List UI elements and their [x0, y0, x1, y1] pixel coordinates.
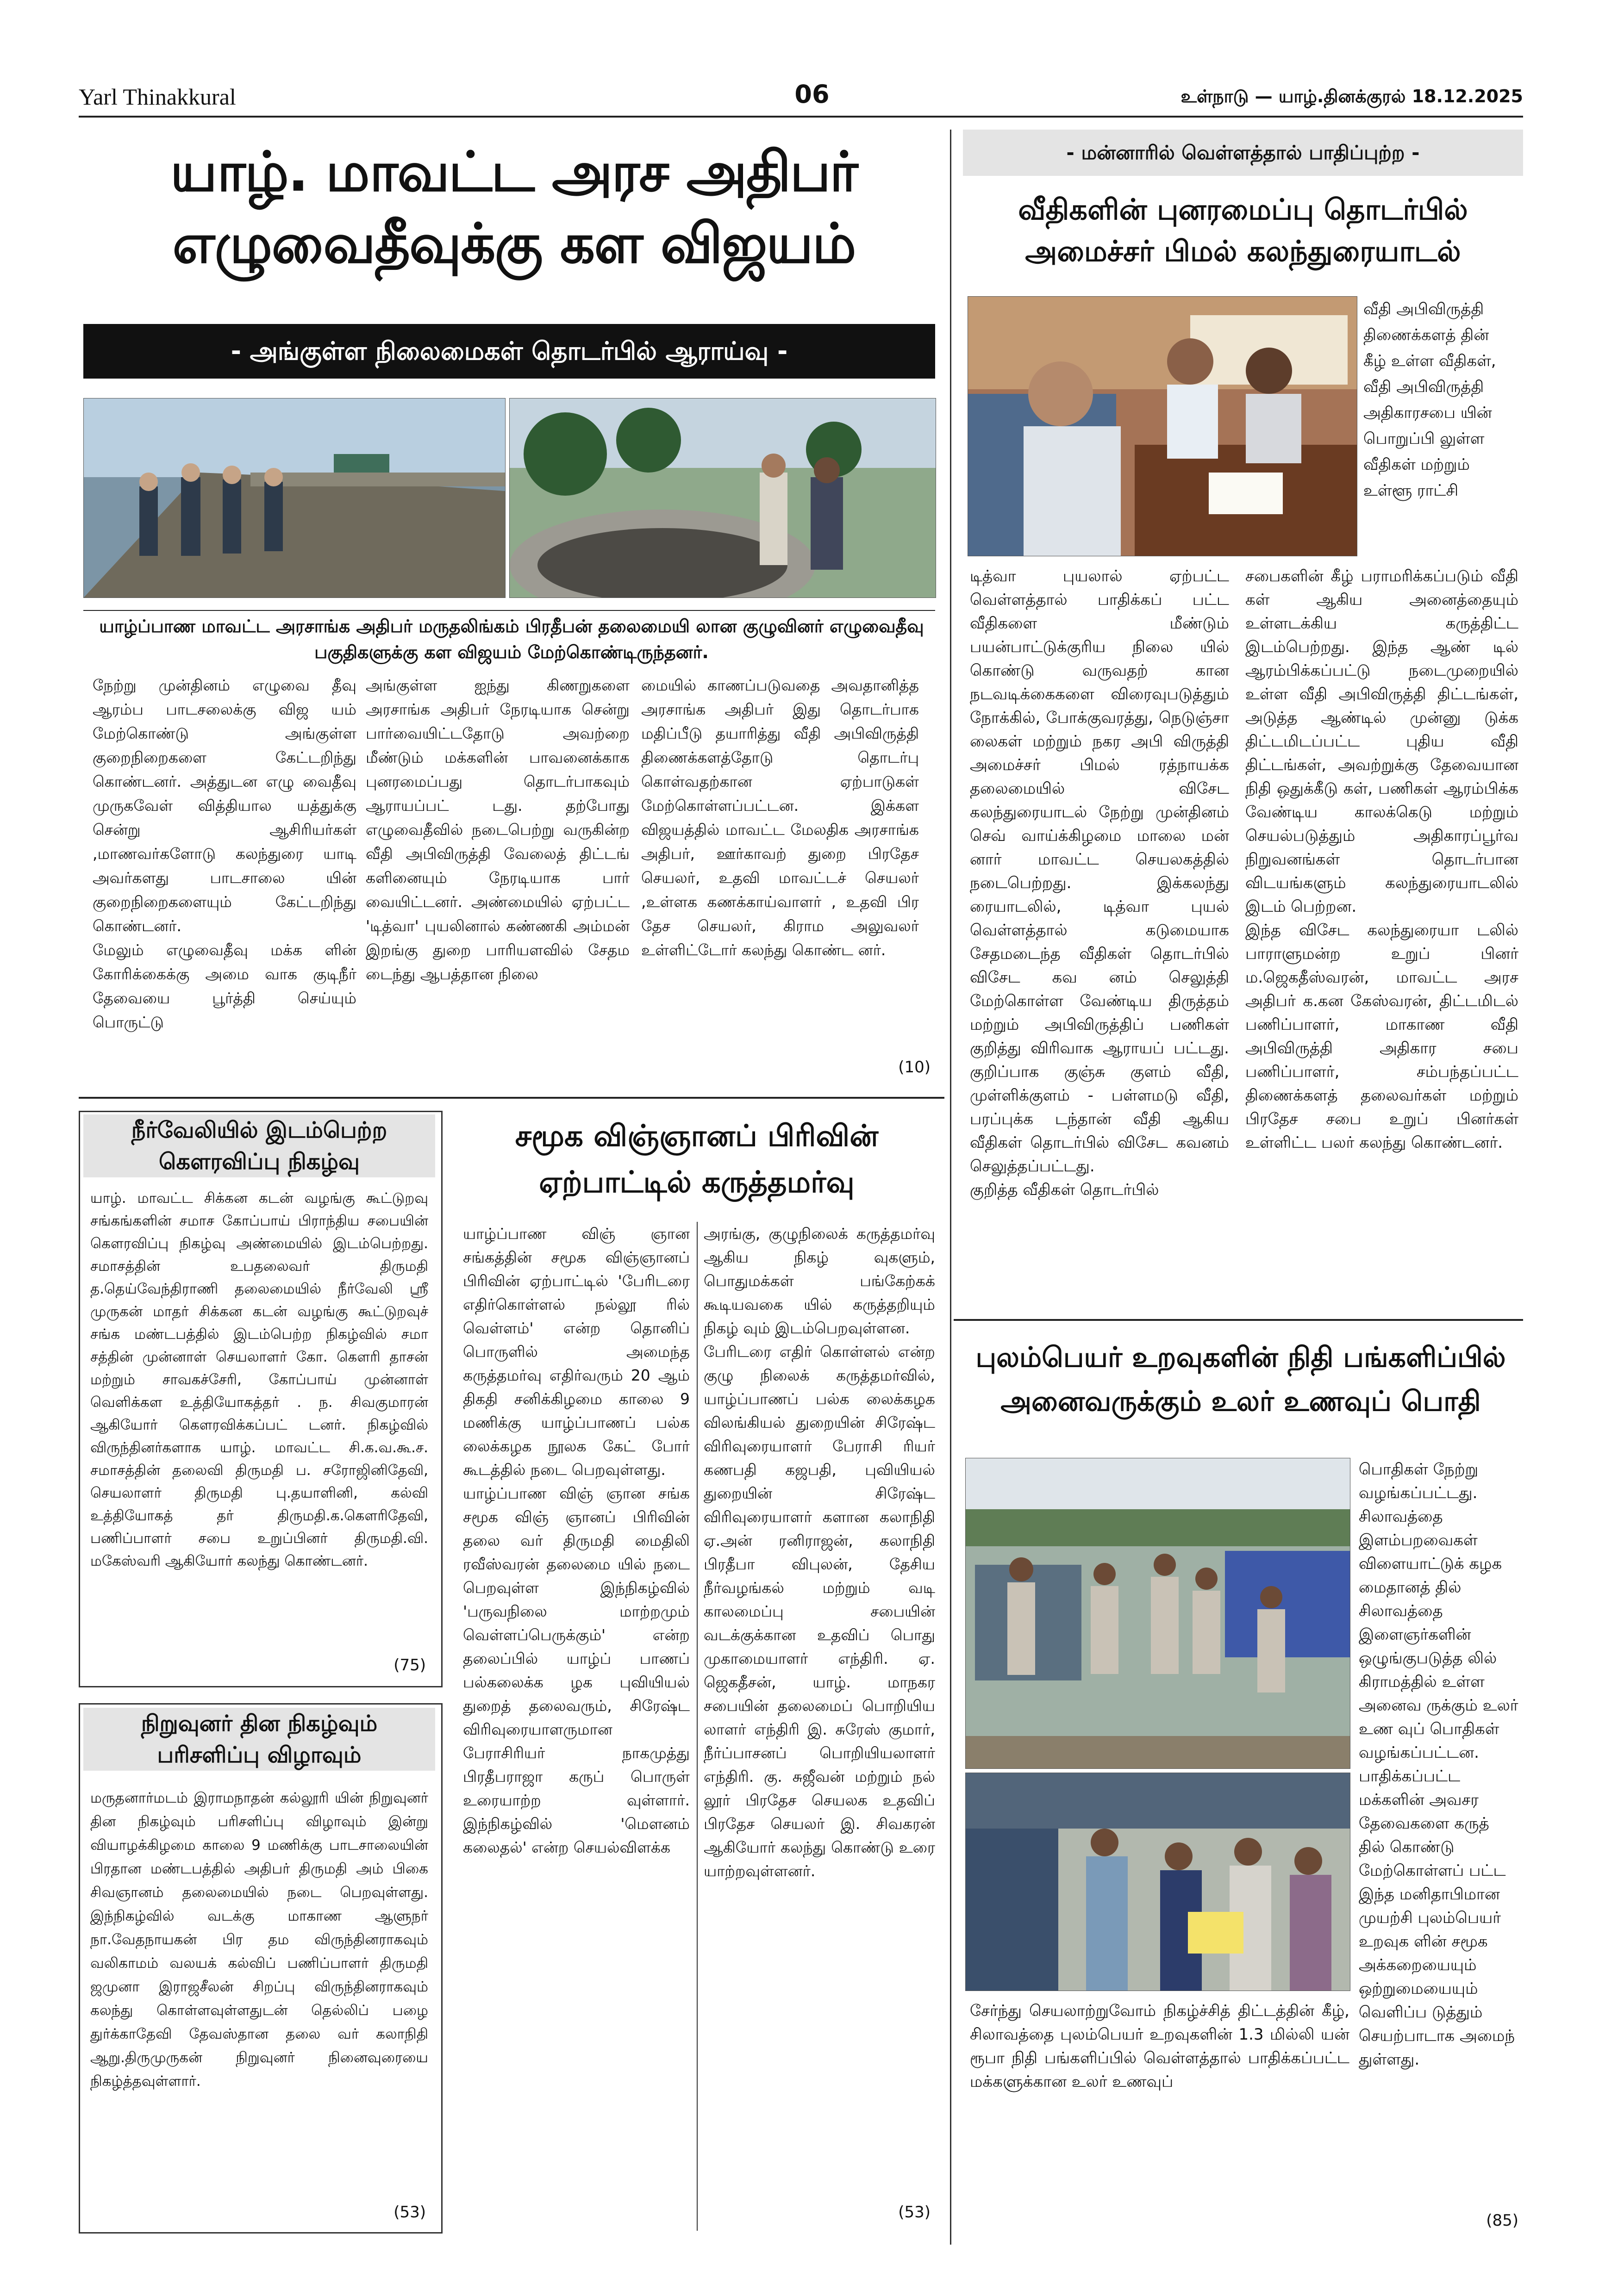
- lead-body-col2: அங்குள்ள ஐந்து கிணறுகளை அரசாங்க அதிபர் நேரடியாக சென்று பார்வையிட்டதோடு அவற்றை மீண்டும் மக்களின் பாவனைக்காக புனரமைப்பது தொடர்பாகவும் ஆராயப்பட் டது. தற்போது எழுவைதீவில் நடைபெற்று வருகின்ற வீதி அபிவிருத்தி வேலைத் திட்டங் களினையும் நேரடியாக பார் வையிட்டனர். அண்மையில் ஏற்பட்ட 'டித்வா' புயலினால் கண்ணகி அம்மன் இறங்கு துறை பாரியளவில் சேதம டைந்து ஆபத்தான நிலை: [366, 676, 630, 983]
- right-top-headline-line1: வீதிகளின் புனரமைப்பு தொடர்பில்: [1018, 193, 1468, 226]
- page-number: 06: [794, 80, 830, 109]
- middle-headline-line2: ஏற்பாட்டில் கருத்தமர்வு: [539, 1165, 855, 1200]
- right-top-strap: - மன்னாரில் வெள்ளத்தால் பாதிப்புற்ற -: [1066, 141, 1420, 164]
- box2-body: மருதனார்மடம் இராமநாதன் கல்லூரி யின் நிறுவுனர் தின நிகழ்வும் பரிசளிப்பு விழாவும் இன்று வியாழக்கிழமை காலை 9 மணிக்கு பாடசாலையின் பிரதான மண்டபத்தில் அதிபர் திருமதி அம் பிகை சிவஞானம் தலைமையில் நடை பெறவுள்ளது. இந்நிகழ்வில் வடக்கு மாகாண ஆளுநர் நா.வேதநாயகன் பிர தம விருந்தினராகவும் வலிகாமம் வலயக் கல்விப் பணிப்பாளர் திருமதி ஜமுனா இராஜசீலன் சிறப்பு விருந்தினராகவும் கலந்து கொள்ளவுள்ளதுடன் தெல்லிப் பழை துர்க்காதேவி தேவஸ்தான தலை வர் கலாநிதி ஆறு.திருமுருகன் நிறுவுனர் நினைவுரையை நிகழ்த்தவுள்ளார்.: [90, 1790, 428, 2090]
- bottom-right-headline-line1: புலம்பெயர் உறவுகளின் நிதி பங்களிப்பில்: [975, 1341, 1506, 1374]
- lead-caption-rule: [83, 610, 935, 611]
- middle-code: (53): [898, 2203, 931, 2221]
- lead-headline-line1: யாழ். மாவட்ட அரச அதிபர்: [170, 140, 857, 204]
- middle-body-col2: அரங்கு, குழுநிலைக் கருத்தமர்வு ஆகிய நிகழ் வுகளும், பொதுமக்கள் பங்கேற்கக் கூடியவகை யில் கருத்தறியும் நிகழ் வும் இடம்பெறவுள்ளன. பேரிடரை எதிர் கொள்ளல் என்ற குழு நிலைக் கருத்தமர்வில், யாழ்ப்பாணப் பல்க லைக்கழக விலங்கியல் துறையின் சிரேஷ்ட விரிவுரையாளர் பேராசி ரியர் கணபதி கஜபதி, புவியியல் துறையின் சிரேஷ்ட விரிவுரையாளர் களான கலாநிதி ஏ.அன் ரனிராஜன், கலாநிதி பிரதீபா விபுலன், தேசிய நீர்வழங்கல் மற்றும் வடி காலமைப்பு சபையின் வடக்குக்கான உதவிப் பொது முகாமையாளர் எந்திரி. ஏ. ஜெகதீசன், யாழ். மாநகர சபையின் தலைமைப் பொறியிய லாளர் எந்திரி இ. சுரேஸ் குமார், நீர்ப்பாசனப் பொறியியலாளர் எந்திரி. கு. சுஜீவன் மற்றும் நல் லூர் பிரதேச செயலக உதவிப் பிரதேச செயலர் இ. சிவகரன் ஆகியோர் கலந்து கொண்டு உரை யாற்றவுள்ளனர்.: [704, 1225, 935, 1880]
- middle-body-col1: யாழ்ப்பாண விஞ் ஞான சங்கத்தின் சமூக விஞ்ஞானப் பிரிவின் ஏற்பாட்டில் 'பேரிடரை எதிர்கொள்ளல் நல்லூ ரில் வெள்ளம்' என்ற தொனிப் பொருளில் அமைந்த கருத்தமர்வு எதிர்வரும் 20 ஆம் திகதி சனிக்கிழமை காலை 9 மணிக்கு யாழ்ப்பாணப் பல்க லைக்கழக நூலக கேட் போர் கூடத்தில் நடை பெறவுள்ளது. யாழ்ப்பாண விஞ் ஞான சங்க சமூக விஞ் ஞானப் பிரிவின் தலை வர் திருமதி மைதிலி ரவீஸ்வரன் தலைமை யில் நடை பெறவுள்ள இந்நிகழ்வில் 'பருவநிலை மாற்றமும் வெள்ளப்பெருக்கும்' என்ற தலைப்பில் யாழ்ப் பாணப் பல்கலைக்க ழக புவியியல் துறைத் தலைவரும், சிரேஷ்ட விரிவுரையாளருமான பேராசிரியர் நாகமுத்து பிரதீபராஜா கருப் பொருள் உரையாற்ற வுள்ளார். இந்நிகழ்வில் 'மௌனம் கலைதல்' என்ற செயல்விளக்க: [463, 1225, 690, 1856]
- paper-name: Yarl Thinakkural: [79, 84, 236, 110]
- header-rule: [79, 116, 1523, 118]
- bottom-right-code: (85): [1486, 2211, 1518, 2230]
- bottom-right-side-col: பொதிகள் நேற்று வழங்கப்பட்டது. சிலாவத்தை இளம்பறவைகள் விளையாட்டுக் கழக மைதானத் தில் சிலாவத்தை இளைஞர்களின் ஒழுங்குபடுத்த லில் கிராமத்தில் உள்ள அனைவ ருக்கும் உலர் உண வுப் பொதிகள் வழங்கப்பட்டன. பாதிக்கப்பட்ட மக்களின் அவசர தேவைகளை கருத் தில் கொண்டு மேற்கொள்ளப் பட்ட இந்த மனிதாபிமான முயற்சி புலம்பெயர் உறவுக ளின் சமூக அக்கறையையும் ஒற்றுமையையும் வெளிப்ப டுத்தும் செயற்பாடாக அமைந் துள்ளது.: [1359, 1460, 1518, 2069]
- bottom-right-body: சேர்ந்து செயலாற்றுவோம் நிகழ்ச்சித் திட்டத்தின் கீழ், சிலாவத்தை புலம்பெயர் உறவுகளின் 1.3 மில்லி யன் ரூபா நிதி பங்களிப்பில் வெள்ளத்தால் பாதிக்கப்பட்ட மக்களுக்கான உலர் உணவுப்: [970, 2002, 1349, 2091]
- right-top-body-col1: டித்வா புயலால் ஏற்பட்ட வெள்ளத்தால் பாதிக்கப் பட்ட வீதிகளை மீண்டும் பயன்பாட்டுக்குரிய நிலை யில் கொண்டு வருவதற் கான நடவடிக்கைகளை விரைவுபடுத்தும் நோக்கில், போக்குவரத்து, நெடுஞ்சா லைகள் மற்றும் நகர அபி விருத்தி அமைச்சர் பிமல் ரத்நாயக்க தலைமையில் விசேட கலந்துரையாடல் நேற்று முன்தினம் செவ் வாய்க்கிழமை மாலை மன் னார் மாவட்ட செயலகத்தில் நடைபெற்றது. இக்கலந்து ரையாடலில், டித்வா புயல் வெள்ளத்தால் கடுமையாக சேதமடைந்த வீதிகள் தொடர்பில் விசேட கவ னம் செலுத்தி மேற்கொள்ள வேண்டிய திருத்தம் மற்றும் அபிவிருத்திப் பணிகள் குறித்து விரிவாக ஆராயப் பட்டது. குறிப்பாக குஞ்சு குளம் வீதி, முள்ளிக்குளம் - பள்ளமடு வீதி, பரப்புக்க டந்தான் வீதி ஆகிய வீதிகள் தொடர்பில் விசேட கவனம் செலுத்தப்பட்டது. குறித்த வீதிகள் தொடர்பில்: [970, 567, 1229, 1199]
- right-top-headline-line2: அமைச்சர் பிமல் கலந்துரையாடல்: [1025, 234, 1461, 268]
- lead-body-col3: மையில் காணப்படுவதை அவதானித்த அரசாங்க அதிபர் இது தொடர்பாக மதிப்பீடு தயாரித்து வீதி அபிவிருத்தி திணைக்களத்தோடு தொடர்பு கொள்வதற்கான ஏற்பாடுகள் மேற்கொள்ளப்பட்டன. இக்கள விஜயத்தில் மாவட்ட மேலதிக அரசாங்க அதிபர், ஊர்காவற் துறை பிரதேச செயலர், உதவி மாவட்டச் செயலர் ,உள்ளக கணக்காய்வாளர் , உதவி பிர தேச செயலர், கிராம அலுவலர் உள்ளிட்டோர் கலந்து கொண்ட னர்.: [641, 676, 919, 959]
- right-top-photo-meeting: [968, 296, 1357, 556]
- box1-code: (75): [394, 1656, 426, 1674]
- box2-headline-line2: பரிசளிப்பு விழாவும்: [83, 1739, 435, 1771]
- column-divider: [950, 130, 951, 2245]
- lead-photo-caption: யாழ்ப்பாண மாவட்ட அரசாங்க அதிபர் மருதலிங்கம் பிரதீபன் தலைமையி லான குழுவினர் எழுவைதீவு பகுதிகளுக்கு கள விஜயம் மேற்கொண்டிருந்தனர்.: [99, 616, 924, 662]
- bottom-right-photo-distribution: [965, 1773, 1350, 1991]
- box2-headline-line1: நிறுவுனர் தின நிகழ்வும்: [83, 1708, 435, 1739]
- section-date: உள்நாடு — யாழ்.தினக்குரல் 18.12.2025: [1181, 86, 1523, 106]
- right-top-body-col2: சபைகளின் கீழ் பராமரிக்கப்படும் வீதி கள் ஆகிய அனைத்தையும் உள்ளடக்கிய கருத்திட்ட இடம்பெற்றது. இந்த ஆண் டில் ஆரம்பிக்கப்பட்டு நடைமுறையில் உள்ள வீதி அபிவிருத்தி திட்டங்கள், அடுத்த ஆண்டில் முன்னு டுக்க திட்டமிடப்பட்ட புதிய வீதி திட்டங்கள், அவற்றுக்கு தேவையான நிதி ஒதுக்கீடு கள், பணிகள் ஆரம்பிக்க வேண்டிய காலக்கெடு மற்றும் செயல்படுத்தும் அதிகாரப்பூர்வ நிறுவனங்கள் தொடர்பான விடயங்களும் கலந்துரையாடலில் இடம் பெற்றன. இந்த விசேட கலந்துரையா டலில் பாராளுமன்ற உறுப் பினர் ம.ஜெகதீஸ்வரன், மாவட்ட அரச அதிபர் க.கன கேஸ்வரன், திட்டமிடல் பணிப்பாளர், மாகாண வீதி அபிவிருத்தி அதிகார சபை பணிப்பாளர், சம்பந்தப்பட்ட திணைக்களத் தலைவர்கள் மற்றும் பிரதேச சபை உறுப் பினர்கள் உள்ளிட்ட பலர் கலந்து கொண்டனர்.: [1245, 567, 1518, 1152]
- lead-bottom-rule: [79, 1097, 944, 1099]
- lead-subheadline: - அங்குள்ள நிலைமைகள் தொடர்பில் ஆராய்வு -: [83, 324, 935, 379]
- box2-code: (53): [394, 2203, 426, 2221]
- right-top-side-col: வீதி அபிவிருத்தி திணைக்களத் தின் கீழ் உள்ள வீதிகள், வீதி அபிவிருத்தி அதிகாரசபை யின் பொறுப்பி லுள்ள வீதிகள் மற்றும் உள்ளூ ராட்சி: [1363, 300, 1496, 500]
- box1-body: யாழ். மாவட்ட சிக்கன கடன் வழங்கு கூட்டுறவு சங்கங்களின் சமாச கோப்பாய் பிராந்திய சபையின் கௌரவிப்பு நிகழ்வு அண்மையில் இடம்பெற்றது. சமாசத்தின் உபதலைவர் திருமதி த.தெய்வேந்திராணி தலைமையில் நீர்வேலி ஸ்ரீ முருகன் மாதர் சிக்கன கடன் வழங்கு கூட்டுறவுச் சங்க மண்டபத்தில் இடம்பெற்ற நிகழ்வில் சமா சத்தின் முன்னாள் செயலாளர் கோ. கௌரி தாசன் மற்றும் சாவகச்சேரி, கோப்பாய் முன்னாள் வெளிக்கள உத்தியோகத்தர் . ந. சிவகுமாரன் ஆகியோர் கௌரவிக்கப்பட் டனர். நிகழ்வில் விருந்தினர்களாக யாழ். மாவட்ட சி.க.வ.கூ.ச. சமாசத்தின் தலைவி திருமதி ப. சரோஜினிதேவி, செயலாளர் திருமதி பு.தயாளினி, கல்வி உத்தியோகத் தர் திருமதி.க.கௌரிதேவி, பணிப்பாளர் சபை உறுப்பினர் திருமதி.வி. மகேஸ்வரி ஆகியோர் கலந்து கொண்டனர்.: [90, 1190, 428, 1569]
- right-mid-rule: [954, 1319, 1523, 1321]
- lead-body-col1: நேற்று முன்தினம் எழுவை தீவு ஆரம்ப பாடசலைக்கு விஜ யம் மேற்கொண்டு அங்குள்ள குறைநிறைகளை கேட்டறிந்து கொண்டனர். அத்துடன எழு வைதீவு முருகவேள் வித்தியால யத்துக்கு சென்று ஆசிரியர்கள் ,மாணவர்களோடு கலந்துரை யாடி அவர்களது பாடசாலை யின் குறைநிறைகளையும் கேட்டறிந்து கொண்டனர். மேலும் எழுவைதீவு மக்க ளின் கோரிக்கைக்கு அமை வாக குடிநீர் தேவையை பூர்த்தி செய்யும் பொருட்டு: [93, 676, 356, 1031]
- box1-headline-line1: நீர்வேலியில் இடம்பெற்ற: [83, 1114, 435, 1146]
- lead-story-code: (10): [898, 1058, 931, 1076]
- box1-headline-line2: கௌரவிப்பு நிகழ்வு: [83, 1146, 435, 1177]
- lead-photo-well: [509, 398, 936, 598]
- middle-headline-line1: சமூக விஞ்ஞானப் பிரிவின்: [515, 1119, 879, 1153]
- bottom-right-headline-line2: அனைவருக்கும் உலர் உணவுப் பொதி: [1000, 1385, 1481, 1418]
- lead-photo-jetty: [83, 398, 506, 598]
- bottom-right-photo-crowd: [965, 1458, 1350, 1769]
- lead-headline-line2: எழுவைதீவுக்கு கள விஜயம்: [172, 212, 856, 275]
- middle-col-divider: [697, 1222, 698, 2231]
